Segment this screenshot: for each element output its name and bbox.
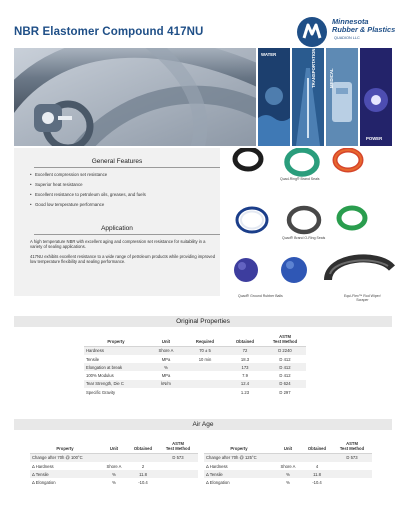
table-cell: 173	[226, 363, 264, 371]
table-cell	[274, 454, 302, 462]
air-age-100c-table	[30, 441, 198, 487]
application-rule	[34, 234, 220, 235]
table-row	[84, 371, 306, 379]
o-ring-caption: Quad® Brand O-Ring Seals	[282, 236, 326, 240]
table-cell	[302, 454, 332, 462]
rubber-balls-image	[234, 257, 307, 283]
table-cell: Hardness	[84, 347, 148, 355]
table-row	[30, 462, 198, 470]
table-cell: %	[100, 470, 128, 478]
table-row	[204, 454, 372, 462]
table-cell: Δ Tensile	[204, 470, 274, 478]
quad-ring-caption: Quad-Ring® Brand Seals	[280, 177, 320, 181]
column-header: Property	[107, 338, 125, 344]
table-cell: 11.8	[128, 470, 158, 478]
table-cell: 11.8	[302, 470, 332, 478]
rod-wiper-caption-line2: Scraper	[356, 298, 369, 302]
original-properties-table	[84, 334, 306, 396]
logo-name-line1: Minnesota	[332, 17, 369, 26]
table-row	[30, 478, 198, 486]
table-cell: D 412	[264, 355, 306, 363]
table-cell: 18.3	[226, 355, 264, 363]
column-header: Property	[56, 445, 74, 451]
table-header-row	[84, 334, 306, 347]
table-cell: kN/m	[148, 380, 184, 388]
tile-medical	[326, 48, 358, 146]
table-cell: D 297	[264, 388, 306, 396]
tile-transportation-label: TRANSPORTATION	[311, 48, 316, 88]
table-cell: Shore A	[274, 462, 302, 470]
table-cell: 1.23	[226, 388, 264, 396]
list-item: • Good low temperature performance	[30, 200, 146, 210]
quad-ring-seals-image	[235, 149, 361, 174]
water-image	[258, 48, 290, 146]
general-features-heading: General Features	[91, 158, 143, 165]
column-header: ASTM Test Method	[339, 441, 365, 451]
original-properties-band	[14, 316, 392, 327]
general-features-list	[30, 170, 146, 210]
table-row	[30, 470, 198, 478]
tile-water-label: WATER	[261, 52, 277, 57]
table-cell: D 2240	[264, 347, 306, 355]
general-features-rule	[34, 167, 220, 168]
tile-power-label: POWER	[366, 136, 383, 141]
table-row	[84, 363, 306, 371]
table-cell: -10.4	[302, 478, 332, 486]
column-header: Obtained	[307, 445, 327, 451]
table-cell: Tear Strength, Die C	[84, 380, 148, 388]
medical-image	[326, 48, 358, 146]
table-cell: MPa	[148, 371, 184, 379]
air-age-heading: Air Age	[192, 421, 214, 428]
list-item: • Superior heat resistance	[30, 180, 146, 190]
table-row	[84, 388, 306, 396]
table-cell: %	[148, 363, 184, 371]
table-cell: 100% Modulus	[84, 371, 148, 379]
table-cell: 12.4	[226, 380, 264, 388]
column-header: ASTM Test Method	[272, 334, 298, 344]
air-age-band	[14, 419, 392, 430]
transportation-image	[292, 48, 324, 146]
column-header: ASTM Test Method	[165, 441, 191, 451]
table-row	[84, 347, 306, 355]
company-logo	[296, 16, 396, 50]
table-cell: -10.4	[128, 478, 158, 486]
logo-name-line2: Rubber & Plastics	[332, 25, 396, 34]
table-cell: Change after 70h @ 125°C	[204, 454, 274, 462]
table-cell: D 624	[264, 380, 306, 388]
table-cell: Δ Elongation	[204, 478, 274, 486]
column-header: Property	[230, 445, 248, 451]
product-gallery	[220, 148, 400, 308]
table-cell: Specific Gravity	[84, 388, 148, 396]
table-row	[30, 454, 198, 462]
list-item: • Excellent resistance to petroleum oils, greases, and fuels	[30, 190, 146, 200]
table-cell: Shore A	[148, 347, 184, 355]
table-cell	[184, 371, 226, 379]
table-cell: 2	[128, 462, 158, 470]
tile-medical-label: MEDICAL	[329, 68, 334, 88]
table-row	[204, 478, 372, 486]
application-paragraph-2: 417NU exhibits excellent resistance to a wide range of petroleum products while providing improved low temperature flexibility and sealing performance.	[30, 254, 216, 265]
table-cell: %	[100, 478, 128, 486]
table-cell: 72	[226, 347, 264, 355]
rod-wiper-caption	[344, 294, 381, 302]
table-cell	[184, 388, 226, 396]
table-cell: D 412	[264, 363, 306, 371]
list-item: • Excellent compression set resistance	[30, 170, 146, 180]
features-panel	[14, 148, 220, 296]
tile-power	[360, 48, 392, 146]
table-cell: 70 ± 5	[184, 347, 226, 355]
table-cell: Shore A	[100, 462, 128, 470]
table-cell: D 573	[332, 454, 372, 462]
table-cell: %	[274, 478, 302, 486]
table-cell	[184, 380, 226, 388]
table-cell: %	[274, 470, 302, 478]
column-header: Unit	[161, 338, 171, 344]
table-cell: D 573	[158, 454, 198, 462]
rod-wiper-image	[328, 258, 392, 280]
logo-name	[332, 18, 395, 34]
column-header: Unit	[283, 445, 293, 451]
table-cell: MPa	[148, 355, 184, 363]
table-cell: 10 min	[184, 355, 226, 363]
table-row	[84, 355, 306, 363]
column-header: Obtained	[133, 445, 153, 451]
table-row	[204, 462, 372, 470]
rod-wiper-caption-line1: Equi-Flex™ Rod Wiper/	[344, 294, 381, 298]
industry-tiles	[258, 48, 392, 146]
table-row	[204, 470, 372, 478]
tile-transportation	[292, 48, 324, 146]
table-cell	[332, 478, 372, 486]
air-age-125c-table	[204, 441, 372, 487]
table-cell	[158, 470, 198, 478]
column-header: Required	[195, 338, 215, 344]
table-cell	[100, 454, 128, 462]
table-cell: Elongation at break	[84, 363, 148, 371]
o-ring-photo	[14, 48, 256, 146]
table-cell: Change after 70h @ 100°C	[30, 454, 100, 462]
column-header: Unit	[109, 445, 119, 451]
original-properties-heading: Original Properties	[176, 318, 230, 325]
table-cell	[148, 388, 184, 396]
table-cell	[332, 462, 372, 470]
table-header-row	[30, 441, 198, 454]
table-cell: 7.9	[226, 371, 264, 379]
minnesota-rubber-logo-mark	[296, 16, 330, 48]
table-row	[84, 380, 306, 388]
tile-water	[258, 48, 290, 146]
table-cell: D 412	[264, 371, 306, 379]
table-cell: Δ Elongation	[30, 478, 100, 486]
page-title: NBR Elastomer Compound 417NU	[14, 26, 204, 38]
product-photos	[220, 148, 400, 308]
hero-image	[14, 48, 256, 146]
table-cell	[158, 462, 198, 470]
power-image	[360, 48, 392, 146]
table-cell	[128, 454, 158, 462]
table-cell	[332, 470, 372, 478]
rubber-balls-caption: Quad® Ground Rubber Balls	[238, 294, 283, 298]
application-paragraph-1: A high temperature NBR with excellent aging and compression set resistance for suitability in a variety of sealing applications.	[30, 239, 206, 250]
table-header-row	[204, 441, 372, 454]
table-cell	[158, 478, 198, 486]
o-ring-seals-image	[237, 208, 365, 232]
column-header: Obtained	[235, 338, 255, 344]
table-cell: Tensile	[84, 355, 148, 363]
logo-subtitle: QUADION LLC	[334, 36, 360, 40]
table-cell: 4	[302, 462, 332, 470]
table-cell: Δ Tensile	[30, 470, 100, 478]
table-cell: Δ Hardness	[204, 462, 274, 470]
application-heading: Application	[101, 225, 133, 232]
table-cell: Δ Hardness	[30, 462, 100, 470]
table-cell	[184, 363, 226, 371]
